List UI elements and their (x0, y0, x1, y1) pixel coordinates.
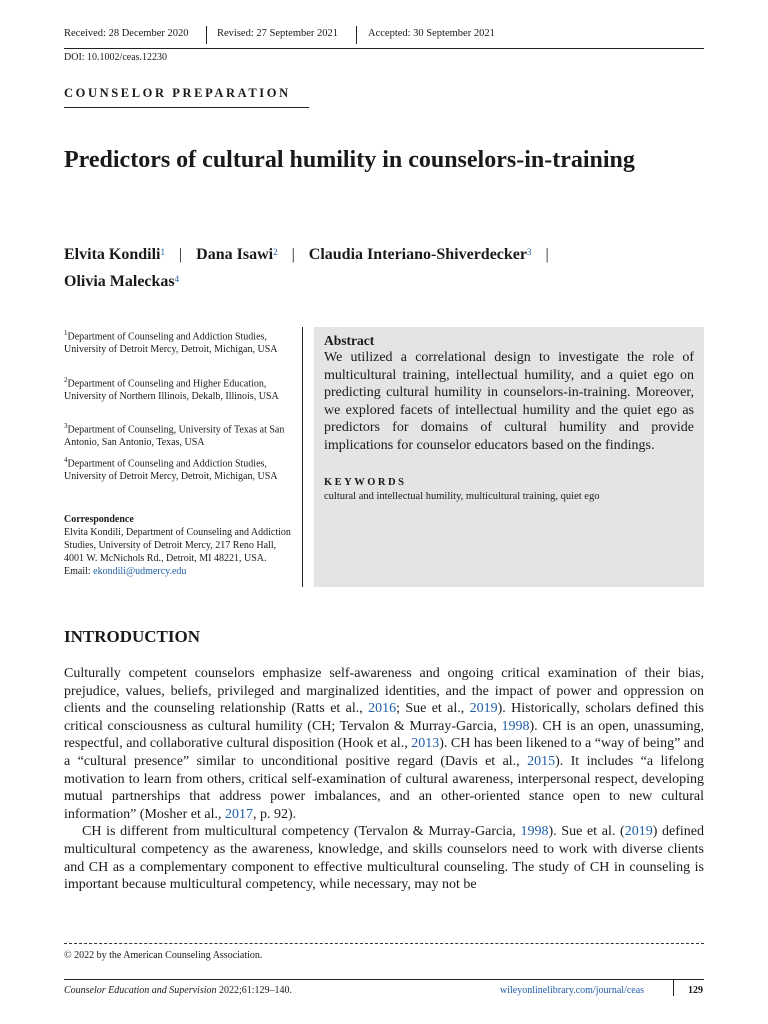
abstract-text: We utilized a correlational design to investigate the role of multicultural training, intellectual humility, and a quiet ego on predicting cultural humility in counselors-in-training. Moreover, we explored facets of intellectual humility and the quiet ego as predictors for domains of cultural humility and provide implications for counselor educators based on the findings. (324, 350, 694, 453)
author-separator: | (178, 246, 183, 263)
author-affiliation-ref[interactable]: 4 (174, 274, 180, 284)
volume-pages: 2022;61:129–140. (216, 985, 293, 996)
revised-date: Revised: 27 September 2021 (217, 28, 339, 39)
citation-link[interactable]: 2019 (624, 824, 653, 840)
divider (673, 980, 674, 996)
citation-link[interactable]: 2016 (368, 701, 397, 717)
citation-link[interactable]: 1998 (520, 824, 549, 840)
article-title: Predictors of cultural humility in counselors-in-training (64, 147, 635, 173)
author-separator: | (291, 246, 295, 263)
text-run: ). CH has been likened to a “way of being” and a “cultural presence” similar to unconditional positive regard (Davis et al., (64, 736, 704, 769)
footnote-rule (64, 943, 704, 944)
citation-link[interactable]: 2017 (224, 806, 253, 822)
affiliation-number: 2 (64, 376, 68, 384)
email-label: Email: (64, 566, 94, 577)
text-run: , p. 92). (252, 806, 297, 822)
section-rule (64, 107, 309, 108)
citation-link[interactable]: 2015 (527, 753, 556, 769)
affiliation-number: 4 (64, 456, 68, 464)
doi[interactable]: DOI: 10.1002/ceas.12230 (64, 52, 168, 63)
author-affiliation-ref[interactable]: 2 (273, 247, 278, 257)
divider (356, 26, 357, 44)
affiliation (64, 420, 294, 449)
text-run: ). Sue et al. ( (548, 824, 625, 840)
affiliation-number: 3 (64, 422, 68, 430)
affiliation (64, 454, 294, 483)
citation-link[interactable]: 2019 (469, 701, 498, 717)
affiliation-text: Department of Counseling and Higher Education, University of Northern Illinois, Dekalb, Illinois, USA (64, 378, 279, 403)
affiliation (64, 374, 294, 403)
copyright-notice: © 2022 by the American Counseling Association. (64, 950, 263, 961)
keywords-heading: KEYWORDS (324, 476, 407, 488)
author-separator: | (545, 246, 549, 263)
text-run: Culturally competent counselors emphasize self-awareness and ongoing critical examination of their bias, prejudice, values, beliefs, privileged and marginalized identities, and the impact of power and oppression on clients and the counseling relationship (Ratts et al., (64, 666, 704, 717)
author-affiliation-ref[interactable]: 1 (160, 247, 165, 257)
accepted-date: Accepted: 30 September 2021 (368, 28, 495, 39)
author-affiliation-ref[interactable]: 3 (527, 247, 532, 257)
text-run: ) defined multicultural competency as the awareness, knowledge, and skills counselors need to work with diverse clients and CH as a complementary component to effective multicultural counseling. The study of CH in counseling is important because multicultural competency, while necessary, may not be (64, 824, 704, 893)
affiliation (64, 327, 294, 356)
abstract-heading: Abstract (324, 333, 375, 348)
correspondence-block (64, 513, 294, 578)
author-name[interactable]: Olivia Maleckas (64, 273, 175, 290)
received-dates-bar (64, 26, 704, 49)
footer-rule (64, 979, 704, 980)
citation-link[interactable]: 1998 (501, 718, 530, 734)
keywords-text: cultural and intellectual humility, multicultural training, quiet ego (324, 490, 600, 502)
introduction-heading: INTRODUCTION (64, 627, 201, 646)
column-divider (302, 327, 303, 587)
divider (206, 26, 207, 44)
paragraph (64, 665, 704, 823)
journal-url-link[interactable]: wileyonlinelibrary.com/journal/ceas (500, 985, 645, 996)
journal-name: Counselor Education and Supervision (64, 985, 217, 996)
affiliation-number: 1 (64, 329, 68, 337)
text-run: CH is different from multicultural competency (Tervalon & Murray-Garcia, (82, 824, 521, 840)
page-number: 129 (688, 985, 703, 996)
correspondence-heading: Correspondence (64, 514, 134, 525)
author-name[interactable]: Dana Isawi (196, 246, 274, 263)
author-list (64, 241, 704, 295)
correspondence-email-line (64, 565, 294, 578)
affiliation-text: Department of Counseling and Addiction Studies, University of Detroit Mercy, Detroit, Michigan, USA (64, 458, 278, 483)
text-run: ). It includes “a lifelong motivation to learn from others, critical self-examination of cultural awareness, interpersonal respect, developing mutual partnerships that address power imbalances, and an other-oriented stance open to new cultural information” (Mosher et al., (64, 753, 704, 822)
paragraph (64, 823, 704, 893)
abstract-box (314, 327, 704, 587)
text-run: ). CH is an open, unassuming, respectful, and collaborative cultural disposition (Hook et al., (64, 718, 705, 752)
email-link[interactable]: ekondili@udmercy.edu (93, 566, 187, 577)
correspondence-text: Elvita Kondili, Department of Counseling and Addiction Studies, University of Detroit Mercy, 217 Reno Hall, 4001 W. McNichols Rd., Detroit, MI 48221, USA. (64, 527, 291, 564)
author-name[interactable]: Claudia Interiano-Shiverdecker (308, 246, 527, 263)
author-name[interactable]: Elvita Kondili (64, 246, 161, 263)
citation-link[interactable]: 2013 (411, 736, 440, 752)
journal-citation (64, 985, 292, 996)
affiliation-text: Department of Counseling, University of Texas at San Antonio, San Antonio, Texas, USA (64, 424, 285, 449)
received-date: Received: 28 December 2020 (64, 28, 189, 39)
affiliation-text: Department of Counseling and Addiction Studies, University of Detroit Mercy, Detroit, Michigan, USA (64, 331, 278, 356)
text-run: ; Sue et al., (396, 701, 470, 717)
introduction-body (64, 665, 704, 894)
section-label: COUNSELOR PREPARATION (64, 86, 291, 100)
text-run: ). Historically, scholars defined this critical consciousness as cultural humility (CH; Tervalon & Murray-Garcia, (64, 701, 704, 734)
